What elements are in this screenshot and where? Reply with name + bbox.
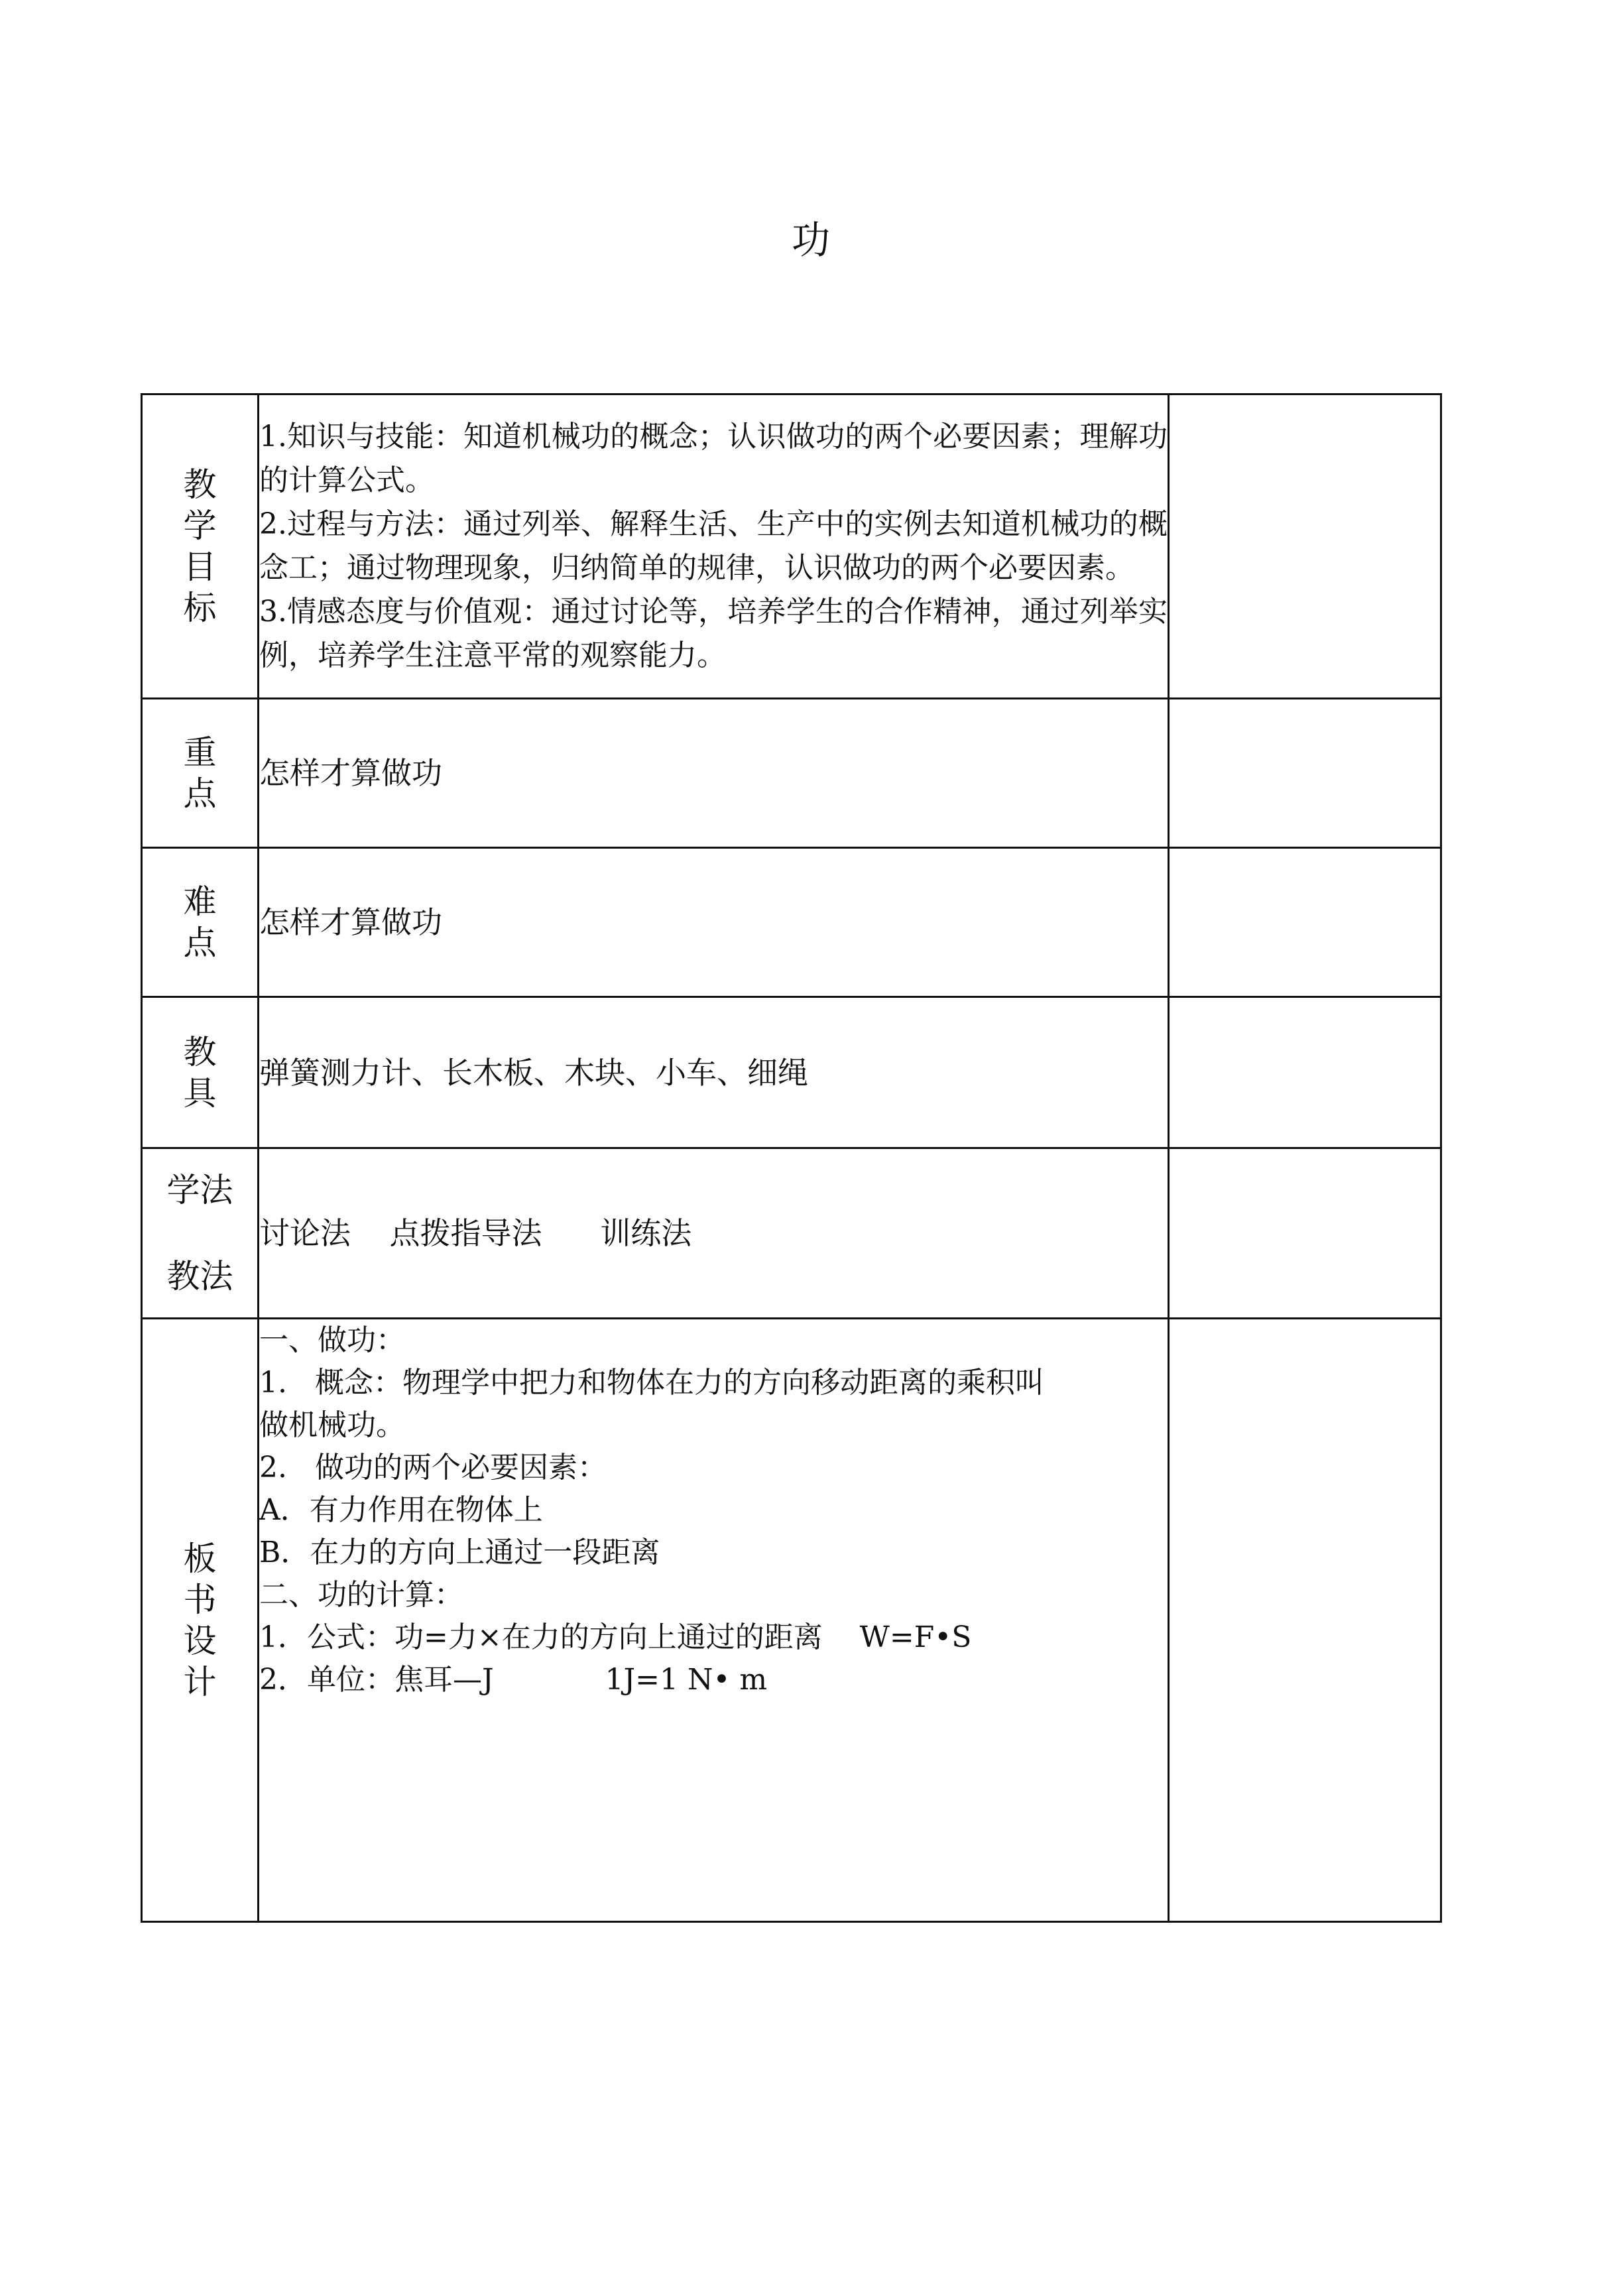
key-point-content: 怎样才算做功 <box>259 699 1169 848</box>
label-char: 板 <box>183 1539 217 1578</box>
methods-content: 讨论法 点拨指导法 训练法 <box>259 1148 1169 1319</box>
notes-cell-difficulty <box>1169 848 1441 997</box>
board-line: 1. 概念：物理学中把力和物体在力的方向移动距离的乘积叫 <box>259 1366 1044 1400</box>
notes-cell-tools <box>1169 997 1441 1148</box>
goal-attitude: 3.情感态度与价值观：通过讨论等，培养学生的合作精神，通过列举实例，培养学生注意平常的观察能力。 <box>259 595 1168 672</box>
label-learning-method: 学法 <box>166 1171 233 1209</box>
row-difficulty <box>142 848 1441 997</box>
difficulty-content: 怎样才算做功 <box>259 848 1169 997</box>
notes-cell-board-design <box>1169 1319 1441 1922</box>
label-char: 书 <box>183 1580 217 1619</box>
board-line: 2. 做功的两个必要因素： <box>259 1451 607 1484</box>
label-teaching-method: 教法 <box>166 1257 233 1296</box>
notes-cell-key-point <box>1169 699 1441 848</box>
label-methods <box>142 1148 259 1319</box>
label-teaching-tools <box>142 997 259 1148</box>
row-teaching-tools <box>142 997 1441 1148</box>
notes-cell-goals <box>1169 394 1441 699</box>
label-char: 目 <box>183 548 217 586</box>
board-line: B．在力的方向上通过一段距离 <box>259 1536 660 1569</box>
label-char: 点 <box>183 774 217 813</box>
label-char: 设 <box>183 1621 217 1660</box>
board-design-content <box>259 1319 1169 1922</box>
board-line: A．有力作用在物体上 <box>259 1493 543 1527</box>
label-difficulty <box>142 848 259 997</box>
label-teaching-goals <box>142 394 259 699</box>
page-title: 功 <box>791 217 831 263</box>
board-line: 1．公式：功=力×在力的方向上通过的距离 W=F•S <box>259 1620 972 1654</box>
teaching-goals-content <box>259 394 1169 699</box>
board-line: 二、功的计算： <box>259 1578 463 1612</box>
board-line: 做机械功。 <box>259 1408 405 1442</box>
row-key-point <box>142 699 1441 848</box>
row-methods <box>142 1148 1441 1319</box>
label-char: 标 <box>183 589 217 627</box>
goal-process: 2.过程与方法：通过列举、解释生活、生产中的实例去知道机械功的概念工；通过物理现象，归纳简单的规律，认识做功的两个必要因素。 <box>259 507 1168 585</box>
label-char: 教 <box>183 465 217 504</box>
label-char: 计 <box>183 1662 217 1701</box>
label-char: 重 <box>183 733 217 772</box>
board-line: 一、做功： <box>259 1323 405 1357</box>
label-char: 点 <box>183 924 217 962</box>
label-board-design <box>142 1319 259 1922</box>
row-teaching-goals <box>142 394 1441 699</box>
label-char: 教 <box>183 1032 217 1071</box>
lesson-plan-table <box>141 393 1442 1923</box>
goal-knowledge: 1.知识与技能：知道机械功的概念；认识做功的两个必要因素；理解功的计算公式。 <box>259 420 1168 497</box>
label-char: 难 <box>183 882 217 921</box>
label-char: 具 <box>183 1073 217 1113</box>
board-line: 2．单位：焦耳—J 1J=1 N• m <box>259 1663 768 1697</box>
notes-cell-methods <box>1169 1148 1441 1319</box>
teaching-tools-content: 弹簧测力计、长木板、木块、小车、细绳 <box>259 997 1169 1148</box>
label-key-point <box>142 699 259 848</box>
row-board-design <box>142 1319 1441 1922</box>
label-char: 学 <box>183 507 217 545</box>
